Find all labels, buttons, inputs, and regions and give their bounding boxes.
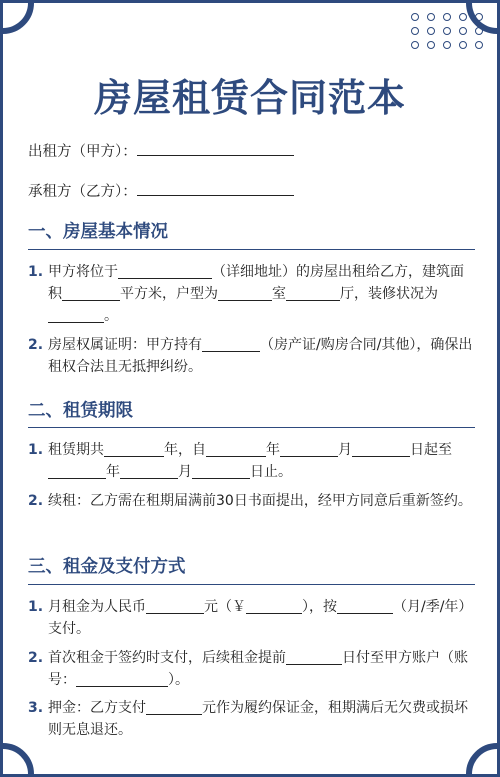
- clause-number: 1.: [28, 264, 44, 280]
- start-year-blank[interactable]: [206, 441, 266, 457]
- clause-number: 1.: [28, 442, 44, 458]
- section-title: 一、房屋基本情况: [28, 222, 168, 242]
- clause-item: 1. 月租金为人民币 元（￥ ），按 （月/季/年）支付。: [28, 596, 475, 640]
- section-title: 三、租金及支付方式: [28, 557, 186, 577]
- advance-days-blank[interactable]: [286, 649, 342, 665]
- start-month-blank[interactable]: [280, 441, 338, 457]
- section-divider: [28, 427, 475, 428]
- clause-number: 2.: [28, 337, 44, 353]
- party-b-blank[interactable]: [137, 181, 294, 197]
- deposit-blank[interactable]: [146, 699, 202, 715]
- party-b-row: [28, 180, 294, 201]
- clause-number: 3.: [28, 700, 44, 716]
- clause-item: 2. 续租：乙方需在租期届满前30日书面提出，经甲方同意后重新签约。: [28, 490, 475, 512]
- end-month-blank[interactable]: [120, 463, 178, 479]
- clause-number: 2.: [28, 493, 44, 509]
- decoration-blank[interactable]: [48, 307, 104, 323]
- clause-number: 2.: [28, 650, 44, 666]
- contract-page: [3, 3, 497, 774]
- halls-blank[interactable]: [286, 285, 340, 301]
- account-number-blank[interactable]: [76, 671, 168, 687]
- clause-number: 1.: [28, 599, 44, 615]
- corner-ornament: [3, 3, 34, 34]
- party-a-label: 出租方（甲方）：: [28, 144, 137, 160]
- payment-cycle-blank[interactable]: [337, 598, 393, 614]
- rent-amount-blank[interactable]: [146, 598, 204, 614]
- rent-figure-blank[interactable]: [246, 598, 302, 614]
- corner-ornament: [3, 743, 34, 774]
- term-years-blank[interactable]: [104, 441, 164, 457]
- section-title: 二、租赁期限: [28, 401, 133, 421]
- start-day-blank[interactable]: [352, 441, 410, 457]
- party-b-label: 承租方（乙方）：: [28, 184, 137, 200]
- clause-item: 2. 房屋权属证明：甲方持有 （房产证/购房合同/其他），确保出租权合法且无抵押纠纷。: [28, 334, 475, 378]
- clause-item: 2. 首次租金于签约时支付，后续租金提前 日付至甲方账户（账号： ）。: [28, 647, 475, 691]
- rooms-blank[interactable]: [218, 285, 272, 301]
- ownership-doc-blank[interactable]: [202, 336, 260, 352]
- clause-item: 1. 甲方将位于 （详细地址）的房屋出租给乙方，建筑面积 平方米，户型为 室 厅，装修状况为。: [28, 261, 475, 327]
- page-title: 房屋租赁合同范本: [93, 76, 406, 120]
- corner-ornament: [466, 743, 497, 774]
- end-year-blank[interactable]: [48, 463, 106, 479]
- clause-item: 1. 租赁期共 年，自 年 月 日起至年 月 日止。: [28, 439, 475, 483]
- clause-item: 3. 押金：乙方支付 元作为履约保证金，租期满后无欠费或损坏则无息退还。: [28, 697, 475, 741]
- party-a-blank[interactable]: [137, 141, 294, 157]
- dot-grid-decoration: [411, 13, 485, 49]
- area-blank[interactable]: [62, 285, 120, 301]
- party-a-row: [28, 140, 294, 161]
- section-divider: [28, 584, 475, 585]
- address-blank[interactable]: [118, 263, 212, 279]
- end-day-blank[interactable]: [192, 463, 250, 479]
- section-divider: [28, 249, 475, 250]
